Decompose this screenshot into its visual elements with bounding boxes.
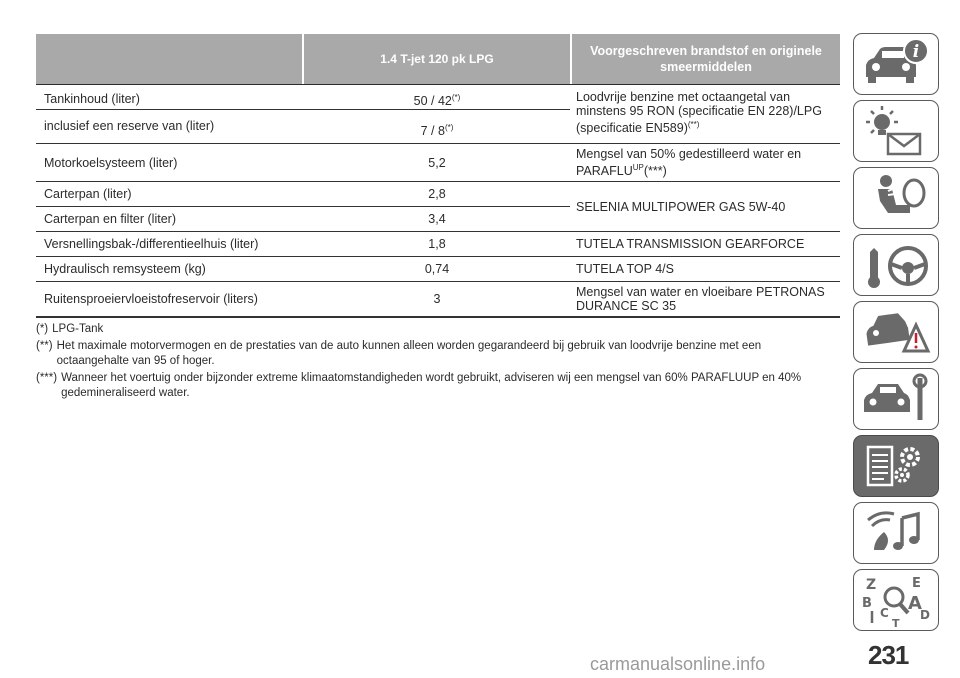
header-engine: 1.4 T-jet 120 pk LPG (380, 52, 494, 66)
technical-data-icon (858, 439, 934, 493)
fuel-spec: Loodvrije benzine met octaangetal van minstens 95 RON (specificatie EN 228)/LPG (specificatie EN589)(**) (576, 90, 822, 136)
tab-car-info[interactable] (853, 33, 939, 95)
multimedia-icon (858, 506, 934, 560)
footnote-mark: (***) (36, 372, 58, 384)
index-letter: D (920, 608, 930, 622)
index-letter: A (908, 593, 922, 614)
tab-warning-lights[interactable] (853, 100, 939, 162)
row-value: 50 / 42(*) (413, 93, 461, 109)
row-label: Ruitensproeiervloeistofreservoir (liters) (44, 292, 258, 306)
footnote-text: Wanneer het voertuig onder bijzonder extreme klimaatomstandigheden wordt gebruikt, adviseren wij een mengsel van 60% PARAFLUUP en 40% gedemineraliseerd water. (61, 372, 802, 399)
tab-starting-driving[interactable] (853, 234, 939, 296)
specs-table (36, 34, 840, 317)
footnote-mark: (*) (36, 323, 49, 335)
seat-airbag-icon (858, 171, 934, 225)
index-letter: C (880, 606, 889, 620)
row-label: Tankinhoud (liter) (44, 92, 140, 106)
index-letter: Z (866, 577, 877, 593)
row-label: Carterpan (liter) (44, 187, 132, 201)
footnote (36, 322, 836, 337)
header-fluids: Voorgeschreven brandstof en originele smeermiddelen (590, 44, 822, 74)
index-letter: E (912, 576, 921, 591)
index-letter: T (892, 617, 900, 627)
footnotes (36, 322, 836, 403)
row-value: 3,4 (428, 212, 446, 226)
washer-spec: Mengsel van water en vloeibare PETRONAS DURANCE SC 35 (576, 285, 825, 313)
row-label: Versnellingsbak-/differentieelhuis (liter) (44, 237, 259, 251)
gearbox-spec: TUTELA TRANSMISSION GEARFORCE (576, 237, 805, 251)
breakdown-icon (858, 305, 934, 359)
footnote-mark: (**) (36, 340, 53, 352)
key-steering-wheel-icon (858, 238, 934, 292)
tab-multimedia[interactable] (853, 502, 939, 564)
warning-lights-icon (858, 104, 934, 158)
tab-index[interactable] (853, 569, 939, 631)
row-value: 2,8 (428, 187, 446, 201)
row-value: 1,8 (428, 237, 446, 251)
row-label: Carterpan en filter (liter) (44, 212, 176, 226)
footnote-text: LPG-Tank (52, 323, 104, 335)
table-body (36, 85, 840, 317)
tab-emergency[interactable] (853, 301, 939, 363)
car-maintenance-icon (858, 372, 934, 426)
footnote (36, 371, 836, 401)
row-divider (36, 109, 570, 110)
svg-text:i: i (912, 42, 920, 62)
row-label: Motorkoelsysteem (liter) (44, 155, 178, 170)
index-letter: B (862, 596, 872, 611)
oil-spec: SELENIA MULTIPOWER GAS 5W-40 (576, 199, 786, 214)
page-number: 231 (868, 640, 909, 670)
row-value: 5,2 (428, 155, 446, 170)
tab-maintenance[interactable] (853, 368, 939, 430)
footnote-text: Het maximale motorvermogen en de prestaties van de auto kunnen alleen worden gegarandeerd bij gebruik van loodvrije benzine met een octaangehalte van 95 of hoger. (56, 340, 762, 367)
tab-safety[interactable] (853, 167, 939, 229)
alphabetical-index-icon (858, 573, 934, 627)
coolant-spec: Mengsel van 50% gedestilleerd water en $PARAFLU^{UP}(***)$ (576, 147, 802, 179)
row-value: 3 (433, 292, 441, 306)
car-info-icon (858, 37, 934, 91)
watermark: carmanualsonline.info (590, 654, 766, 674)
brake-spec: TUTELA TOP 4/S (576, 262, 674, 276)
footnote (36, 339, 836, 369)
row-label: inclusief een reserve van (liter) (44, 119, 215, 133)
row-value: 0,74 (424, 262, 450, 276)
row-value: 7 / 8(*) (420, 123, 454, 139)
table-header (36, 34, 840, 85)
table-bottom-rule (36, 316, 840, 318)
tab-technical-data[interactable] (853, 435, 939, 497)
row-label: Hydraulisch remsysteem (kg) (44, 262, 206, 276)
